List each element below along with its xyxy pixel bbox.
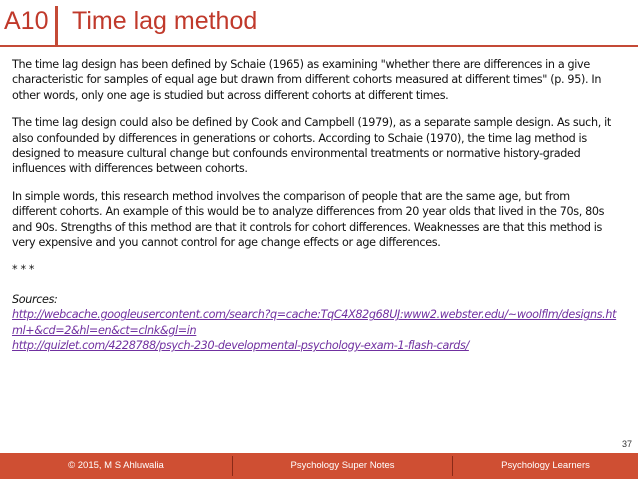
paragraph-1: The time lag design has been defined by Schaie (1965) as examining "whether there are differences in a give characteristic for samples of equal age but drawn from different cohorts measured at different times" (p. 95). In other words, only one age is studied but across different cohorts at different times. [12, 58, 602, 102]
footer-center-text: Psychology Super Notes [290, 460, 395, 471]
paragraph-2: The time lag design could also be defined by Cook and Campbell (1979), as a separate sample design. As such, it also confounded by differences in generations or cohorts. According to Schaie (1970), the time lag method is designed to measure cultural change but confounds environmental treatments or normative history-graded influences with differences between cohorts. [12, 116, 611, 176]
slide-body [12, 57, 617, 354]
sources-block [12, 292, 617, 354]
section-number: A10 [4, 7, 49, 35]
slide-title: Time lag method [72, 7, 258, 35]
header-vertical-divider [55, 6, 58, 45]
paragraph-3: In simple words, this research method involves the comparison of people that are the same age, but from different cohorts. An example of this would be to analyze differences from 20 year olds that lived in the 70s, 80s and 90s. Strengths of this method are that it controls for cohort differences. Weaknesses are that this method is very expensive and you cannot control for age change effects or age differences. [12, 189, 605, 250]
source-link-1[interactable]: http://webcache.googleusercontent.com/search?q=cache:TqC4X82g68UJ:www2.webster.edu/~woolflm/designs.html+&cd=2&hl=en&ct=clnk&gl=in [12, 308, 617, 337]
header-divider [0, 45, 638, 47]
footer-right-text: Psychology Learners [501, 460, 590, 471]
sources-label: Sources: [12, 292, 58, 306]
source-link-2[interactable]: http://quizlet.com/4228788/psych-230-developmental-psychology-exam-1-flash-cards/ [12, 339, 469, 353]
separator-stars: * * * [12, 263, 35, 277]
footer-bar [0, 453, 638, 479]
footer-copyright: © 2015, M S Ahluwalia [68, 460, 164, 471]
slide-header [0, 0, 638, 45]
page-number: 37 [621, 439, 632, 449]
